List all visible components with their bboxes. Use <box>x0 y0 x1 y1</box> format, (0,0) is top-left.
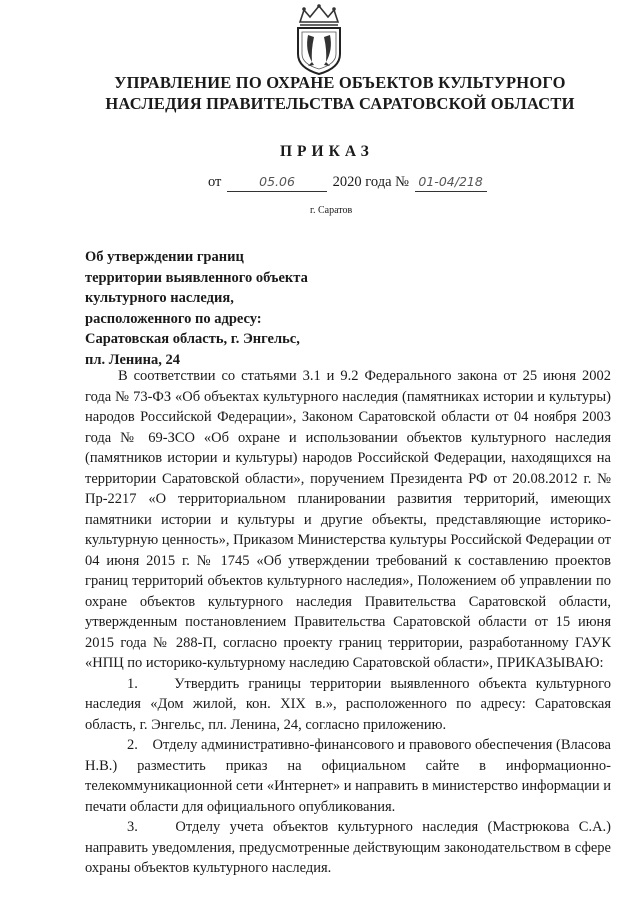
order-title: ПРИКАЗ <box>280 143 374 160</box>
organization-line-1: УПРАВЛЕНИЕ ПО ОХРАНЕ ОБЪЕКТОВ КУЛЬТУРНОГО <box>114 73 566 92</box>
subject-line: Об утверждении границ <box>85 249 244 265</box>
saratov-coat-of-arms-icon <box>290 4 348 76</box>
preamble-paragraph: В соответствии со статьями 3.1 и 9.2 Федерального закона от 25 июня 2002 года № 73-ФЗ «Об объектах культурного наследия (памятниках истории и культуры) народов Российской Федерации», Законом Саратовской области от 04 ноября 2003 года № 69-ЗСО «Об охране и использовании объектов культурного наследия (памятников истории и культуры) народов Российской Федерации, находящихся на территории Саратовской области», поручением Президента РФ от 20.08.2012 г. № Пр-2217 «О территориальном планировании развития территорий, имеющих памятники истории и культуры и другие объекты, представляющие историко-культурную ценность», Приказом Министерства культуры Российской Федерации от 04 июня 2015 г. № 1745 «Об утверждении требований к составлению проектов границ территорий объектов культурного наследия», Положением об управлении по охране объектов культурного наследия Правительства Саратовской области, утвержденным постановлением Правительства Саратовской области от 15 июня 2015 года № 288-П, согласно проекту границ территории, разработанному ГАУК «НПЦ по историко-культурному наследию Саратовской области», ПРИКАЗЫВАЮ: <box>85 368 611 671</box>
organization-name <box>80 72 600 114</box>
subject-line: расположенного по адресу: <box>85 310 262 327</box>
order-date-line <box>208 174 487 192</box>
order-date-handwritten: 05.06 <box>259 174 295 189</box>
subject-line: пл. Ленина, 24 <box>85 351 180 368</box>
subject-line: Саратовская область, г. Энгельс, <box>85 331 300 347</box>
order-item-3: 3. Отделу учета объектов культурного наследия (Мастрюкова С.А.) направить уведомления, предусмотренные действующим законодательством в сфере охраны объектов культурного наследия. <box>85 819 611 876</box>
year-text: 2020 года № <box>332 174 409 190</box>
order-date-field <box>227 174 327 192</box>
order-subject <box>85 247 308 370</box>
organization-line-2: НАСЛЕДИЯ ПРАВИТЕЛЬСТВА САРАТОВСКОЙ ОБЛАСТИ <box>105 94 575 113</box>
city-label: г. Саратов <box>310 205 353 216</box>
order-item-1: 1. Утвердить границы территории выявленного объекта культурного наследия «Дом жилой, кон. XIX в.», расположенного по адресу: Саратовская область, г. Энгельс, пл. Ленина, 24, согласно приложению. <box>85 675 611 733</box>
order-body <box>85 366 611 879</box>
subject-line: культурного наследия, <box>85 290 234 306</box>
order-number-handwritten: 01-04/218 <box>418 174 483 189</box>
order-number-field <box>415 174 487 192</box>
subject-line: территории выявленного объекта <box>85 269 308 286</box>
date-prefix: от <box>208 174 222 190</box>
order-item-2: 2. Отделу административно-финансового и правового обеспечения (Власова Н.В.) разместить приказ на официальном сайте в информационно-телекоммуникационной сети «Интернет» и направить в министерство информации и печати области для официального опубликования. <box>85 737 611 815</box>
